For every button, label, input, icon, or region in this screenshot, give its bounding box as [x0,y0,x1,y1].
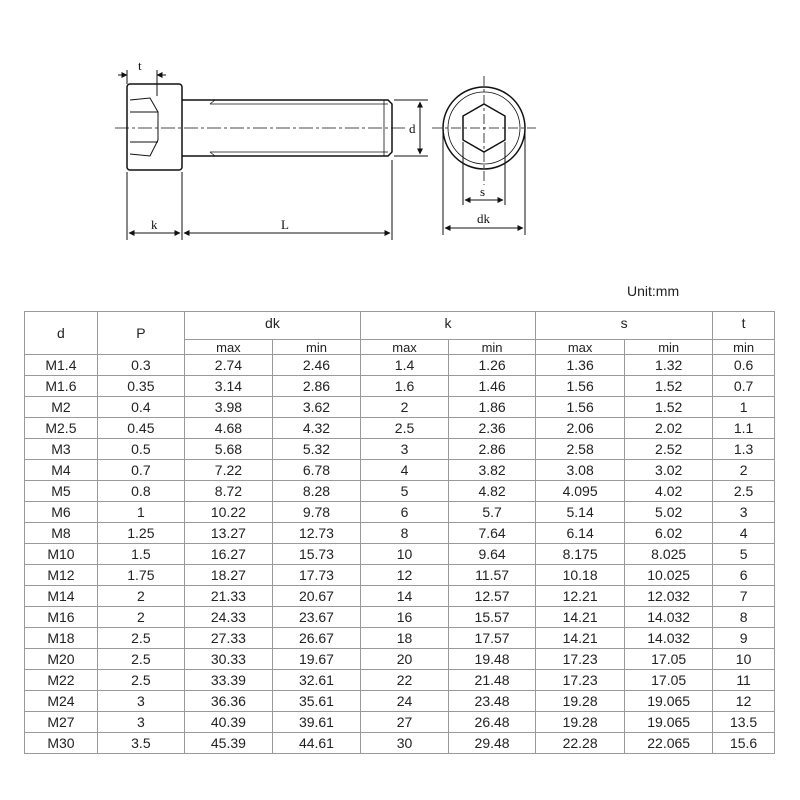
table-cell: 10.025 [625,565,713,586]
header-dk: dk [184,312,360,340]
header-t: t [713,312,775,340]
table-cell: 17.57 [449,628,536,649]
table-cell: 1.32 [625,355,713,376]
table-cell: 5.32 [272,439,360,460]
table-cell: M12 [25,565,98,586]
table-cell: 0.4 [97,397,184,418]
table-cell: 20 [361,649,449,670]
table-cell: 23.67 [272,607,360,628]
table-cell: 19.28 [536,691,625,712]
table-cell: 12.73 [272,523,360,544]
table-cell: 5.68 [184,439,272,460]
table-cell: 3.82 [449,460,536,481]
table-cell: 2.52 [625,439,713,460]
table-cell: 7.22 [184,460,272,481]
table-cell: 16.27 [184,544,272,565]
table-cell: 19.48 [449,649,536,670]
table-cell: 10.18 [536,565,625,586]
table-cell: 14.032 [625,628,713,649]
table-cell: 7.64 [449,523,536,544]
table-cell: 2 [97,607,184,628]
table-cell: 17.73 [272,565,360,586]
table-cell: 22.065 [625,733,713,754]
table-cell: 1.4 [361,355,449,376]
table-cell: 10.22 [184,502,272,523]
table-row [25,691,775,712]
table-cell: 11.57 [449,565,536,586]
screw-technical-drawing [0,0,800,260]
table-cell: 2.5 [97,628,184,649]
table-row [25,418,775,439]
table-cell: M2.5 [25,418,98,439]
table-cell: 9.78 [272,502,360,523]
table-row [25,397,775,418]
table-cell: 3 [713,502,775,523]
table-cell: 3 [97,712,184,733]
header-s: s [536,312,713,340]
table-cell: 8 [361,523,449,544]
table-cell: 6.14 [536,523,625,544]
table-cell: 0.7 [97,460,184,481]
table-cell: 12.032 [625,586,713,607]
table-row [25,565,775,586]
table-cell: M2 [25,397,98,418]
subheader-dk-min: min [272,340,360,355]
table-cell: 35.61 [272,691,360,712]
table-cell: 14.21 [536,628,625,649]
table-cell: 8.72 [184,481,272,502]
table-cell: 27.33 [184,628,272,649]
table-cell: 30.33 [184,649,272,670]
table-cell: 19.28 [536,712,625,733]
table-row [25,586,775,607]
table-cell: 1.26 [449,355,536,376]
table-cell: M1.4 [25,355,98,376]
table-cell: 10 [361,544,449,565]
table-cell: 4 [713,523,775,544]
table-row [25,439,775,460]
table-cell: 0.8 [97,481,184,502]
table-cell: 5 [713,544,775,565]
table-cell: M18 [25,628,98,649]
table-cell: 3.14 [184,376,272,397]
subheader-dk-max: max [184,340,272,355]
table-cell: M16 [25,607,98,628]
table-row [25,733,775,754]
table-cell: 1.56 [536,376,625,397]
table-row [25,460,775,481]
table-cell: 18 [361,628,449,649]
table-row [25,670,775,691]
table-cell: 10 [713,649,775,670]
table-cell: 19.67 [272,649,360,670]
table-cell: 14.21 [536,607,625,628]
table-cell: 1.52 [625,376,713,397]
table-cell: 8.175 [536,544,625,565]
table-cell: 1.5 [97,544,184,565]
table-cell: 14.032 [625,607,713,628]
table-row [25,481,775,502]
table-cell: 32.61 [272,670,360,691]
label-t: t [138,58,142,73]
screw-end-view [432,76,536,185]
table-cell: 2.06 [536,418,625,439]
table-row [25,523,775,544]
table-cell: 1.86 [449,397,536,418]
table-row [25,355,775,376]
header-p: P [97,312,184,355]
table-cell: 2.86 [449,439,536,460]
table-cell: 9 [713,628,775,649]
table-cell: 4.095 [536,481,625,502]
table-cell: M10 [25,544,98,565]
table-cell: M5 [25,481,98,502]
table-cell: 27 [361,712,449,733]
table-cell: 0.35 [97,376,184,397]
table-cell: 3.62 [272,397,360,418]
table-row [25,712,775,733]
table-cell: 2.86 [272,376,360,397]
table-cell: 22.28 [536,733,625,754]
table-cell: 15.57 [449,607,536,628]
table-cell: 23.48 [449,691,536,712]
table-cell: 2 [713,460,775,481]
table-row [25,502,775,523]
table-cell: 5.7 [449,502,536,523]
screw-head [127,84,182,170]
table-cell: M24 [25,691,98,712]
table-cell: 1.3 [713,439,775,460]
table-cell: 36.36 [184,691,272,712]
unit-label: Unit:mm [627,283,680,299]
screw-side-view [127,84,392,170]
table-cell: 16 [361,607,449,628]
table-cell: 13.27 [184,523,272,544]
table-cell: 1 [713,397,775,418]
table-cell: M14 [25,586,98,607]
table-cell: 26.48 [449,712,536,733]
table-cell: 44.61 [272,733,360,754]
label-s: s [480,184,486,199]
table-cell: 26.67 [272,628,360,649]
table-cell: 20.67 [272,586,360,607]
table-cell: 4.32 [272,418,360,439]
table-cell: M22 [25,670,98,691]
table-cell: 3.98 [184,397,272,418]
table-cell: 11 [713,670,775,691]
table-cell: 0.3 [97,355,184,376]
table-cell: 30 [361,733,449,754]
table-cell: 13.5 [713,712,775,733]
table-cell: M4 [25,460,98,481]
table-cell: 12.57 [449,586,536,607]
table-row [25,544,775,565]
table-cell: 2.5 [97,649,184,670]
table-cell: 8 [713,607,775,628]
header-k: k [361,312,536,340]
subheader-k-max: max [361,340,449,355]
table-row [25,649,775,670]
table-cell: 14 [361,586,449,607]
table-cell: 1.25 [97,523,184,544]
table-row [25,628,775,649]
table-cell: 3.02 [625,460,713,481]
table-cell: M20 [25,649,98,670]
label-L: L [281,217,289,232]
table-cell: 0.45 [97,418,184,439]
table-cell: 2.36 [449,418,536,439]
table-cell: 6.78 [272,460,360,481]
table-cell: M1.6 [25,376,98,397]
dimension-table [24,311,775,754]
table-cell: 1.56 [536,397,625,418]
table-cell: 19.065 [625,691,713,712]
table-cell: 2.74 [184,355,272,376]
table-cell: 6 [713,565,775,586]
table-row [25,376,775,397]
table-cell: 1.52 [625,397,713,418]
table-cell: 1.75 [97,565,184,586]
table-cell: 9.64 [449,544,536,565]
table-cell: 21.48 [449,670,536,691]
table-cell: 18.27 [184,565,272,586]
table-cell: 24 [361,691,449,712]
table-cell: 7 [713,586,775,607]
table-cell: 15.73 [272,544,360,565]
table-cell: 6.02 [625,523,713,544]
table-cell: 12 [361,565,449,586]
dimension-t [118,70,166,96]
table-cell: 19.065 [625,712,713,733]
table-cell: 0.6 [713,355,775,376]
table-cell: 2.58 [536,439,625,460]
table-cell: M6 [25,502,98,523]
table-cell: 1.46 [449,376,536,397]
table-cell: M8 [25,523,98,544]
table-header-row [25,312,775,340]
table-cell: 4.82 [449,481,536,502]
table-cell: 1.36 [536,355,625,376]
label-dk: dk [477,211,490,226]
table-cell: 2.5 [361,418,449,439]
dimension-k-L [127,160,392,240]
table-cell: 17.05 [625,649,713,670]
label-k: k [151,217,158,232]
table-cell: 17.23 [536,649,625,670]
table-cell: 4.68 [184,418,272,439]
subheader-s-min: min [625,340,713,355]
table-cell: 1 [97,502,184,523]
table-cell: 29.48 [449,733,536,754]
header-d: d [25,312,98,355]
table-cell: 40.39 [184,712,272,733]
table-cell: 15.6 [713,733,775,754]
subheader-s-max: max [536,340,625,355]
table-cell: 3.08 [536,460,625,481]
table-cell: 2.5 [713,481,775,502]
table-cell: M30 [25,733,98,754]
table-cell: 5.02 [625,502,713,523]
table-cell: 6 [361,502,449,523]
table-cell: 1.1 [713,418,775,439]
table-cell: 3 [97,691,184,712]
table-cell: 2 [361,397,449,418]
table-cell: 0.5 [97,439,184,460]
table-row [25,607,775,628]
table-cell: 12.21 [536,586,625,607]
table-cell: 8.025 [625,544,713,565]
table-cell: 17.23 [536,670,625,691]
table-cell: 33.39 [184,670,272,691]
table-cell: 21.33 [184,586,272,607]
table-cell: 2.02 [625,418,713,439]
table-cell: 4 [361,460,449,481]
table-cell: 0.7 [713,376,775,397]
table-cell: 2.46 [272,355,360,376]
table-cell: 45.39 [184,733,272,754]
subheader-t-min: min [713,340,775,355]
subheader-k-min: min [449,340,536,355]
table-cell: 12 [713,691,775,712]
table-cell: 3.5 [97,733,184,754]
table-cell: 5.14 [536,502,625,523]
table-cell: M27 [25,712,98,733]
table-cell: 4.02 [625,481,713,502]
table-cell: 2 [97,586,184,607]
table-cell: 39.61 [272,712,360,733]
table-cell: 3 [361,439,449,460]
table-cell: M3 [25,439,98,460]
label-d: d [409,121,416,136]
table-cell: 1.6 [361,376,449,397]
table-cell: 22 [361,670,449,691]
table-cell: 17.05 [625,670,713,691]
table-cell: 5 [361,481,449,502]
table-cell: 2.5 [97,670,184,691]
table-cell: 8.28 [272,481,360,502]
table-cell: 24.33 [184,607,272,628]
